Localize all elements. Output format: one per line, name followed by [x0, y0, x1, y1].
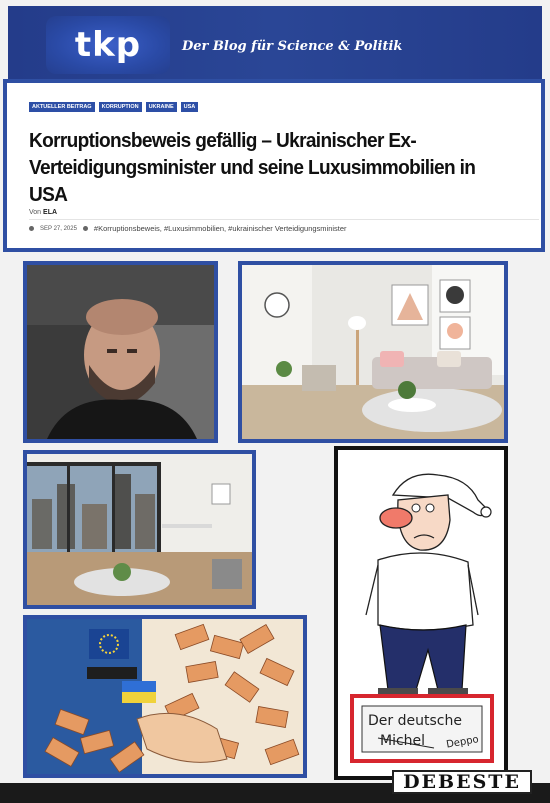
- site-header: [8, 6, 542, 80]
- michel-cartoon: [334, 446, 508, 780]
- byline-prefix: Von: [29, 209, 42, 216]
- site-logo[interactable]: [46, 16, 170, 74]
- site-tagline: Der Blog für Science & Politik: [182, 39, 403, 54]
- tag-icon: [83, 226, 88, 231]
- cartoon-signature: Deppo: [445, 734, 480, 751]
- logo-text: tkp: [74, 25, 142, 65]
- article-card: [3, 79, 545, 252]
- author-link[interactable]: ELA: [43, 209, 58, 216]
- tag-usa[interactable]: USA: [181, 102, 199, 112]
- tag-list: [29, 102, 198, 112]
- byline: [29, 209, 57, 216]
- sign-line1: Der deutsche: [368, 713, 462, 729]
- watermark-text: DEBESTE: [403, 771, 521, 793]
- article-meta: [29, 224, 347, 233]
- clock-icon: [29, 226, 34, 231]
- tag-korruption[interactable]: KORRUPTION: [99, 102, 142, 112]
- watermark: [392, 770, 532, 794]
- portrait-photo: [23, 261, 218, 443]
- euro-money-illustration: [23, 615, 307, 778]
- living-room-photo: [238, 261, 508, 443]
- sign-line2: Michel: [380, 733, 426, 749]
- divider: [29, 219, 539, 220]
- tag-ukraine[interactable]: UKRAINE: [146, 102, 177, 112]
- hashtag-links[interactable]: #Korruptionsbeweis, #Luxusimmobilien, #ukrainischer Verteidigungsminister: [93, 224, 347, 233]
- publish-date: SEP 27, 2025: [40, 225, 77, 232]
- apartment-photo: [23, 450, 256, 609]
- article-title: Korruptionsbeweis gefällig – Ukrainischer Ex-Verteidigungsminister und seine Luxusimmobilien in USA: [29, 129, 476, 206]
- tag-current[interactable]: AKTUELLER BEITRAG: [29, 102, 95, 112]
